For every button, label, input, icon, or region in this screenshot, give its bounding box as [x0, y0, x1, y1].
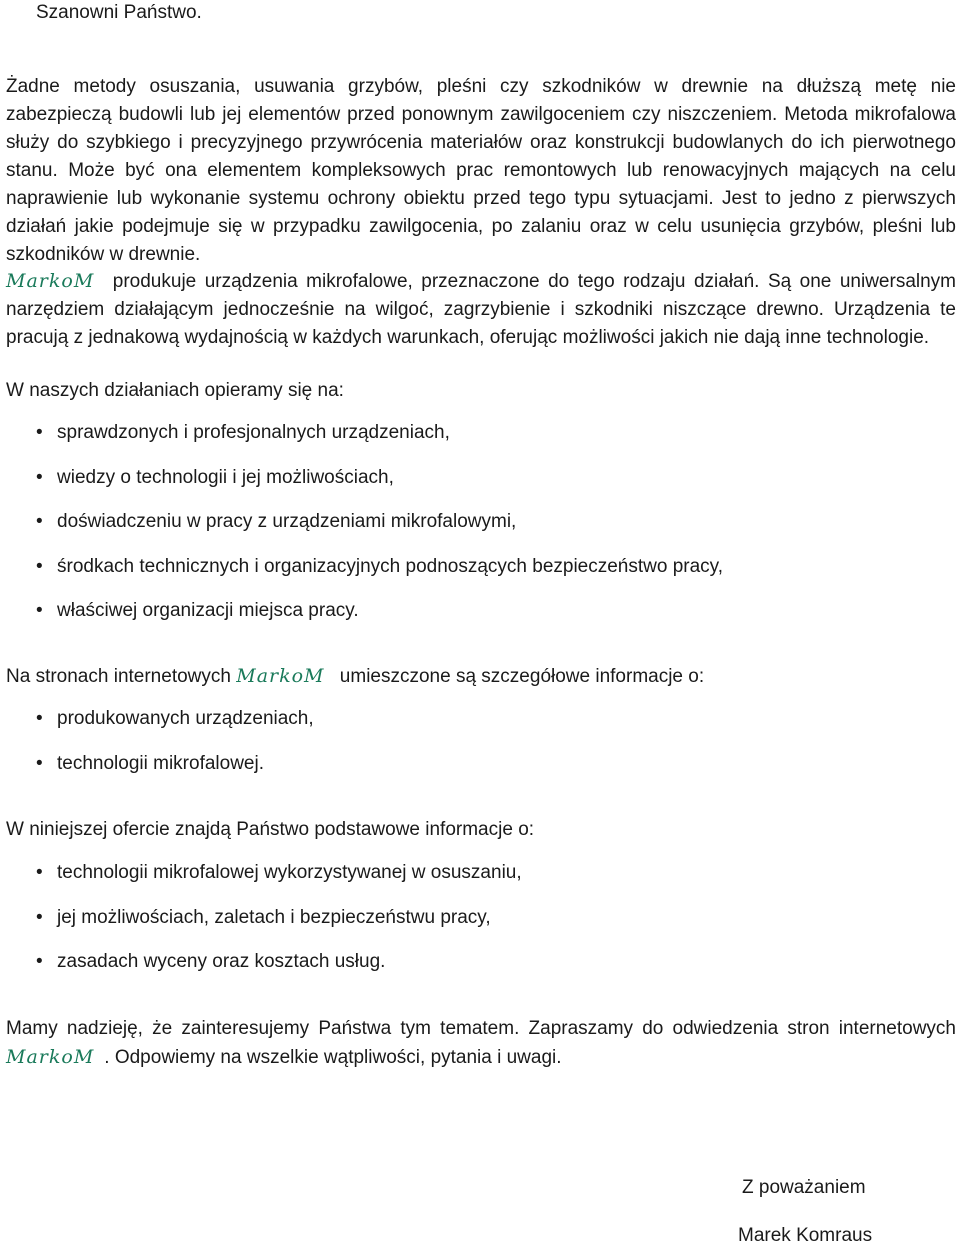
- list-item: • środkach technicznych i organizacyjnych podnoszących bezpieczeństwo pracy,: [36, 555, 724, 577]
- list-item: • zasadach wyceny oraz kosztach usług.: [36, 951, 386, 972]
- salutation: Szanowni Państwo.: [36, 2, 202, 23]
- paragraph-company: [6, 267, 956, 352]
- list-item: • technologii mikrofalowej.: [36, 753, 264, 774]
- basis-list: [6, 421, 723, 644]
- list-item: • wiedzy o technologii i jej możliwościach,: [36, 466, 394, 488]
- bullet-icon: •: [36, 862, 43, 883]
- paragraph-intro: Żadne metody osuszania, usuwania grzybów, pleśni czy szkodników w drewnie na dłuższą metę nie zabezpieczą budowli lub jej elementów przed ponownym zawilgoceniem czy niszczeniem. Metoda mikrofalowa służy do szybkiego i precyzyjnego przywrócenia materiałów oraz konstrukcji budowlanych do ich pierwotnego stanu. Może być ona elementem kompleksowych prac remontowych lub renowacyjnych mających na celu naprawienie lub wykonanie systemu ochrony obiektu przed tego typu sytuacjami. Jest to jedno z pierwszych działań jakie podejmuje się w przypadku zawilgocenia, po zalaniu oraz w celu usunięcia grzybów, pleśni lub szkodników w drewnie.: [6, 76, 956, 265]
- bullet-icon: •: [36, 951, 43, 972]
- offer-list: [6, 861, 522, 995]
- brand-name: MarkoM: [236, 665, 325, 687]
- list-item: • doświadczeniu w pracy z urządzeniami mikrofalowymi,: [36, 511, 517, 532]
- bullet-icon: •: [36, 466, 43, 488]
- list-item: • produkowanych urządzeniach,: [36, 708, 314, 729]
- list-item: • właściwej organizacji miejsca pracy.: [36, 600, 359, 621]
- bullet-icon: •: [36, 906, 43, 928]
- paragraph-website: Na stronach internetowych MarkoM umieszczone są szczegółowe informacje o:: [6, 665, 705, 687]
- list-item: • jej możliwościach, zaletach i bezpieczeństwu pracy,: [36, 906, 491, 928]
- website-list: [6, 707, 314, 797]
- brand-name: MarkoM: [6, 1046, 95, 1068]
- closing-phrase: Z poważaniem: [742, 1177, 866, 1198]
- list-item: • technologii mikrofalowej wykorzystywanej w osuszaniu,: [36, 862, 522, 883]
- bullet-icon: •: [36, 422, 43, 443]
- bullet-icon: •: [36, 600, 43, 621]
- bullet-icon: •: [36, 708, 43, 729]
- brand-name: MarkoM: [6, 270, 95, 292]
- bullet-icon: •: [36, 555, 43, 577]
- paragraph-invitation: Mamy nadzieję, że zainteresujemy Państwa tym tematem. Zapraszamy do odwiedzenia stron internetowych MarkoM . Odpowiemy na wszelkie wątpliwości, pytania i uwagi.: [6, 1018, 956, 1068]
- bullet-icon: •: [36, 511, 43, 532]
- bullet-icon: •: [36, 753, 43, 774]
- signature-name: Marek Komraus: [738, 1225, 873, 1246]
- paragraph-basis: W naszych działaniach opieramy się na:: [6, 380, 344, 401]
- paragraph-company-text: produkuje urządzenia mikrofalowe, przeznaczone do tego rodzaju działań. Są one uniwersalnym narzędziem działającym jednocześnie na wilgoć, zagrzybienie i szkodniki niszczące drewno. Urządzenia te pracują z jednakową wydajnością w każdych warunkach, oferując możliwości jakich nie dają inne technologie.: [6, 271, 957, 348]
- list-item: • sprawdzonych i profesjonalnych urządzeniach,: [36, 422, 450, 443]
- paragraph-offer: W niniejszej ofercie znajdą Państwo podstawowe informacje o:: [6, 819, 535, 840]
